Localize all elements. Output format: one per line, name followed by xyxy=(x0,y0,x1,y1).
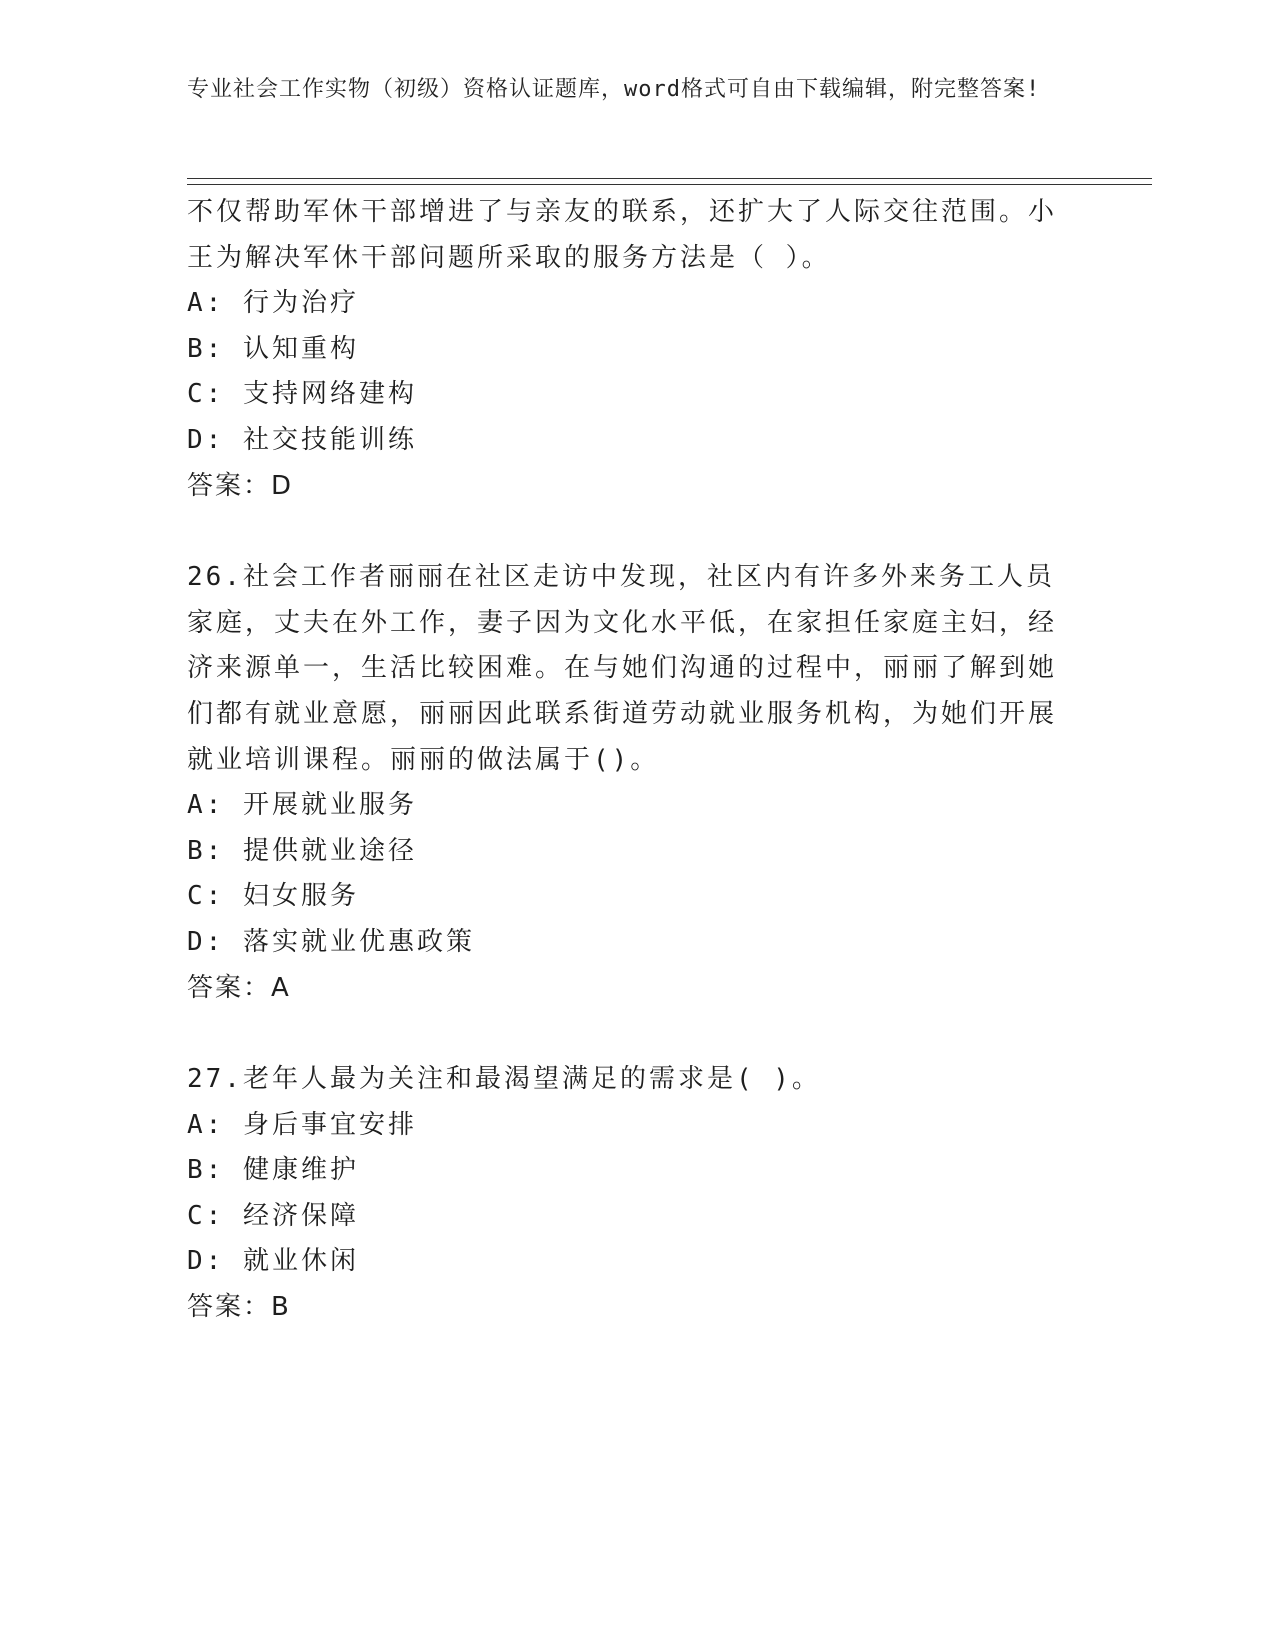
option-a: A: 开展就业服务 xyxy=(187,790,417,821)
option-b: B: 认知重构 xyxy=(187,333,359,364)
question-stem: 不仅帮助军休干部增进了与亲友的联系，还扩大了人际交往范围。小王为解决军休干部问题所采取的服务方法是（ ）。 xyxy=(187,197,1058,273)
answer-line: 答案：B xyxy=(187,1292,291,1323)
answer-line: 答案：D xyxy=(187,470,294,501)
spacer xyxy=(187,1011,1087,1057)
question-stem: 26.社会工作者丽丽在社区走访中发现，社区内有许多外来务工人员家庭，丈夫在外工作，妻子因为文化水平低，在家担任家庭主妇，经济来源单一，生活比较困难。在与她们沟通的过程中，丽丽了解到她们都有就业意愿，丽丽因此联系街道劳动就业服务机构，为她们开展就业培训课程。丽丽的做法属于()。 xyxy=(187,562,1058,775)
option-c: C: 支持网络建构 xyxy=(187,379,417,410)
option-c: C: 妇女服务 xyxy=(187,881,359,912)
header-rule-bottom xyxy=(187,184,1152,185)
header-rule-top xyxy=(187,178,1152,179)
option-b: B: 健康维护 xyxy=(187,1155,359,1186)
question-stem: 27.老年人最为关注和最渴望满足的需求是( )。 xyxy=(187,1064,821,1095)
option-c: C: 经济保障 xyxy=(187,1200,359,1231)
option-d: D: 就业休闲 xyxy=(187,1246,359,1277)
option-a: A: 行为治疗 xyxy=(187,288,359,319)
question-item xyxy=(187,1057,1087,1331)
spacer xyxy=(187,509,1087,555)
option-b: B: 提供就业途径 xyxy=(187,835,417,866)
question-list xyxy=(187,190,1087,1331)
question-item xyxy=(187,555,1087,1011)
option-d: D: 社交技能训练 xyxy=(187,424,417,455)
document-header: 专业社会工作实物（初级）资格认证题库，word格式可自由下载编辑，附完整答案! xyxy=(187,77,1041,102)
option-d: D: 落实就业优惠政策 xyxy=(187,926,475,957)
answer-line: 答案：A xyxy=(187,972,291,1003)
question-item xyxy=(187,190,1087,509)
option-a: A: 身后事宜安排 xyxy=(187,1109,417,1140)
